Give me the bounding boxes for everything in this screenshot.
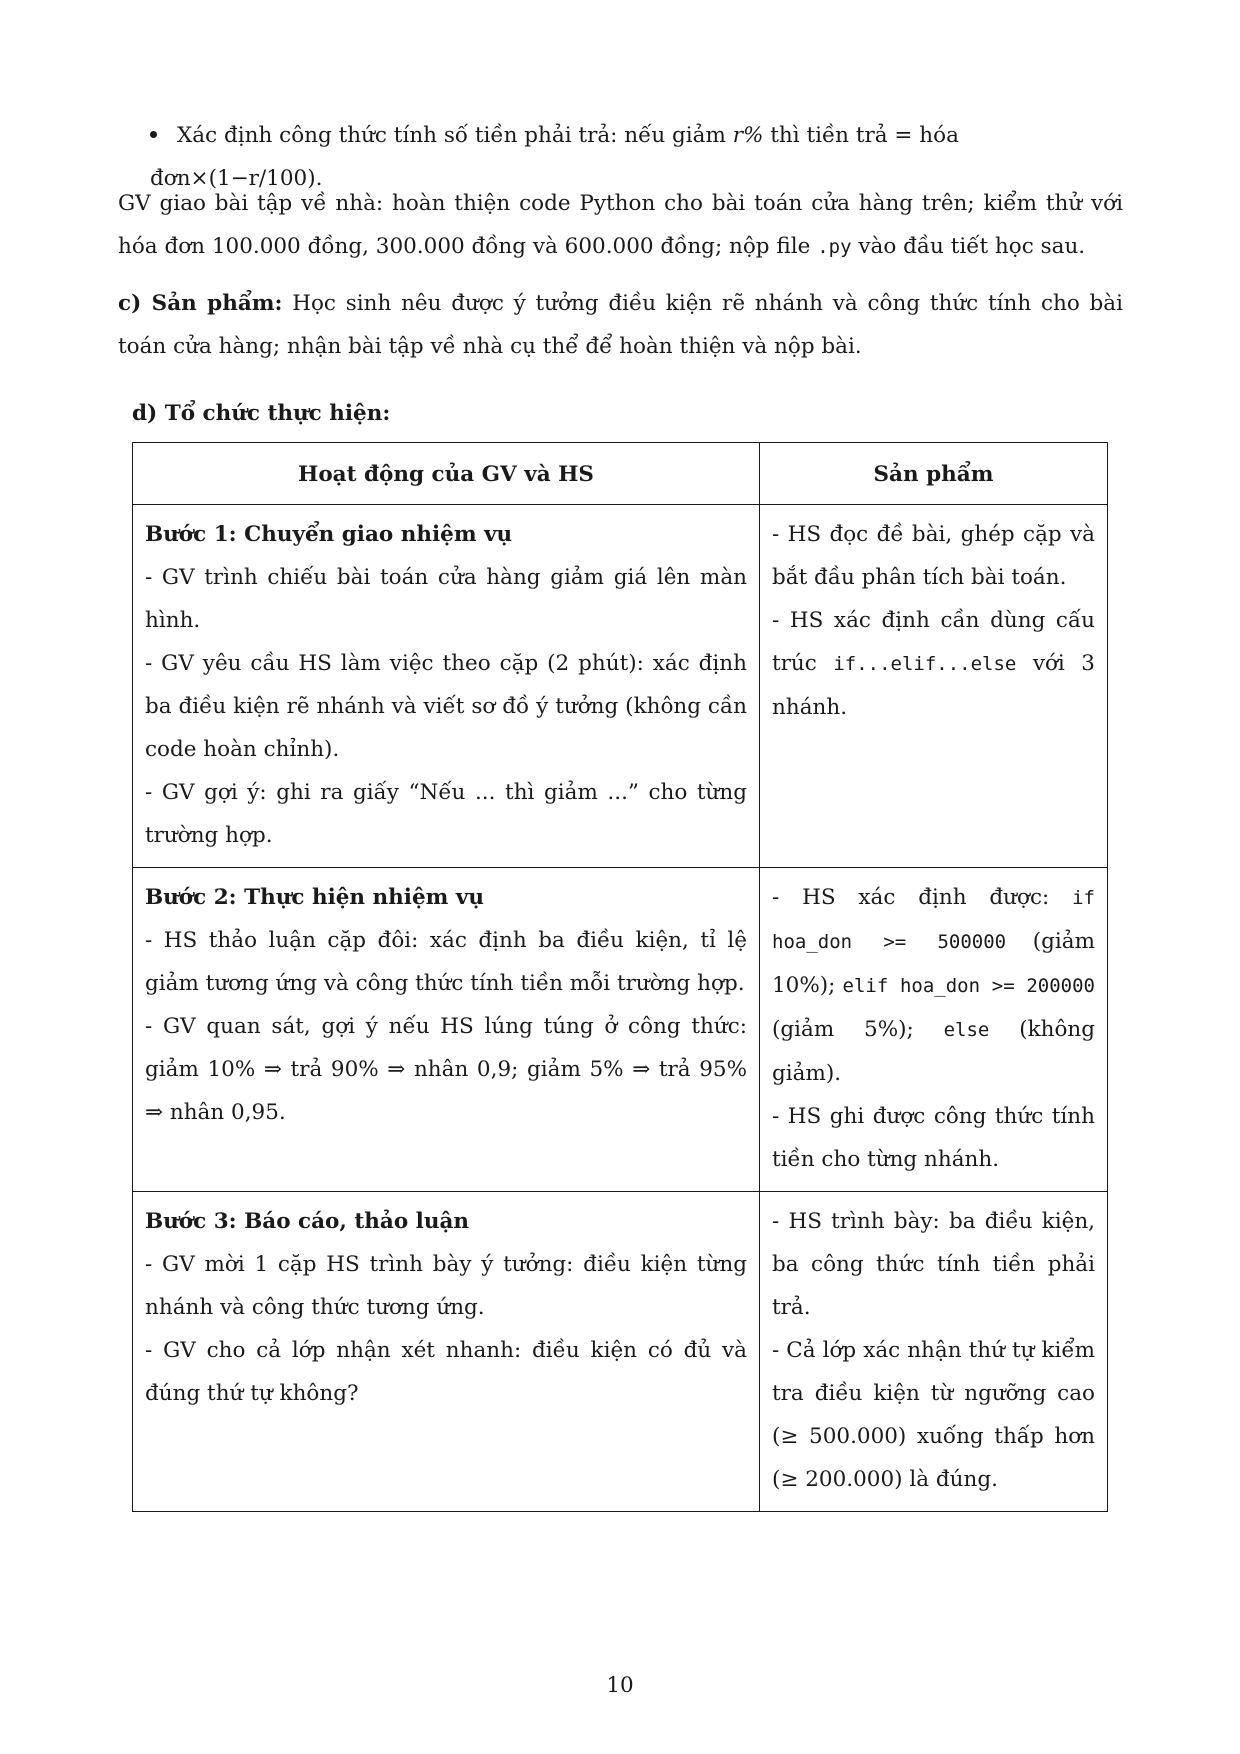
product-code: if...elif...else <box>833 653 1017 675</box>
product-code: else <box>943 1019 990 1041</box>
activity-cell <box>133 1192 760 1512</box>
product-text: (giảm 5%); <box>772 1017 944 1042</box>
homework-code: .py <box>817 236 852 258</box>
activity-line: - GV trình chiếu bài toán cửa hàng giảm giá lên màn hình. <box>145 565 747 633</box>
product-line: - Cả lớp xác nhận thứ tự kiểm tra điều kiện từ ngưỡng cao (≥ 500.000) xuống thấp hơn (≥ 200.000) là đúng. <box>772 1338 1095 1492</box>
activity-line: - GV cho cả lớp nhận xét nhanh: điều kiện có đủ và đúng thứ tự không? <box>145 1338 747 1406</box>
activity-line: - GV quan sát, gợi ý nếu HS lúng túng ở công thức: giảm 10% ⇒ trả 90% ⇒ nhân 0,9; giảm 5% ⇒ trả 95% ⇒ nhân 0,95. <box>145 1014 747 1125</box>
product-text: Học sinh nêu được ý tưởng điều kiện rẽ nhánh và công thức tính cho bài toán cửa hàng; nhận bài tập về nhà cụ thể để hoàn thiện và nộp bài. <box>118 291 1124 359</box>
product-line: - HS ghi được công thức tính tiền cho từng nhánh. <box>772 1104 1095 1172</box>
product-line: - HS đọc đề bài, ghép cặp và bắt đầu phân tích bài toán. <box>772 522 1095 590</box>
page-number: 10 <box>606 1673 634 1698</box>
product-code: if hoa_don >= 500000 <box>772 887 1095 953</box>
activity-line: - GV yêu cầu HS làm việc theo cặp (2 phút): xác định ba điều kiện rẽ nhánh và viết sơ đồ ý tưởng (không cần code hoàn chỉnh). <box>145 651 747 762</box>
table-row <box>133 505 1108 868</box>
product-text: - HS xác định cần dùng cấu trúc <box>772 608 1095 676</box>
product-code: elif hoa_don >= 200000 <box>842 975 1095 997</box>
activity-line: - HS thảo luận cặp đôi: xác định ba điều kiện, tỉ lệ giảm tương ứng và công thức tính tiền mỗi trường hợp. <box>145 928 747 996</box>
activity-line: - GV mời 1 cặp HS trình bày ý tưởng: điều kiện từng nhánh và công thức tương ứng. <box>145 1252 747 1320</box>
product-cell <box>760 505 1108 868</box>
product-cell <box>760 1192 1108 1512</box>
product-text: (không giảm). <box>772 1017 1096 1086</box>
product-cell <box>760 868 1108 1192</box>
bullet-text-after: thì tiền trả = hóa đơn×(1−r/100). <box>150 123 959 191</box>
table-row <box>133 1192 1108 1512</box>
activity-line: - GV gợi ý: ghi ra giấy “Nếu ... thì giảm ...” cho từng trường hợp. <box>145 780 747 848</box>
bullet-dot-icon <box>150 131 157 138</box>
table-row <box>133 868 1108 1192</box>
product-text: với 3 nhánh. <box>772 651 1095 720</box>
step-title: Bước 1: Chuyển giao nhiệm vụ <box>145 522 513 547</box>
organize-heading: d) Tổ chức thực hiện: <box>132 401 391 426</box>
product-line <box>772 599 1095 729</box>
product-text: - HS xác định được: <box>772 885 1073 910</box>
activity-cell <box>133 505 760 868</box>
product-line: - HS trình bày: ba điều kiện, ba công thức tính tiền phải trả. <box>772 1209 1095 1320</box>
table-header-row <box>133 443 1108 505</box>
table-header-product: Sản phẩm <box>760 443 1108 505</box>
activity-table <box>132 442 1108 1512</box>
product-text: (giảm 10%); <box>772 929 1095 998</box>
product-line <box>772 876 1095 1095</box>
bullet-text-before: Xác định công thức tính số tiền phải trả: nếu giảm <box>177 123 733 148</box>
step-title: Bước 3: Báo cáo, thảo luận <box>145 1209 470 1234</box>
homework-text-1: GV giao bài tập về nhà: hoàn thiện code Python cho bài toán cửa hàng trên; kiểm thử với hóa đơn 100.000 đồng, 300.000 đồng và 600.000 đồng; nộp file <box>118 191 1123 259</box>
homework-text-2: vào đầu tiết học sau. <box>851 234 1086 259</box>
product-label: c) Sản phẩm: <box>118 291 283 316</box>
activity-cell <box>133 868 760 1192</box>
table-header-activity: Hoạt động của GV và HS <box>133 443 760 505</box>
step-title: Bước 2: Thực hiện nhiệm vụ <box>145 885 485 910</box>
product-paragraph <box>118 282 1123 368</box>
homework-paragraph <box>118 182 1123 269</box>
bullet-math: r% <box>732 123 764 148</box>
